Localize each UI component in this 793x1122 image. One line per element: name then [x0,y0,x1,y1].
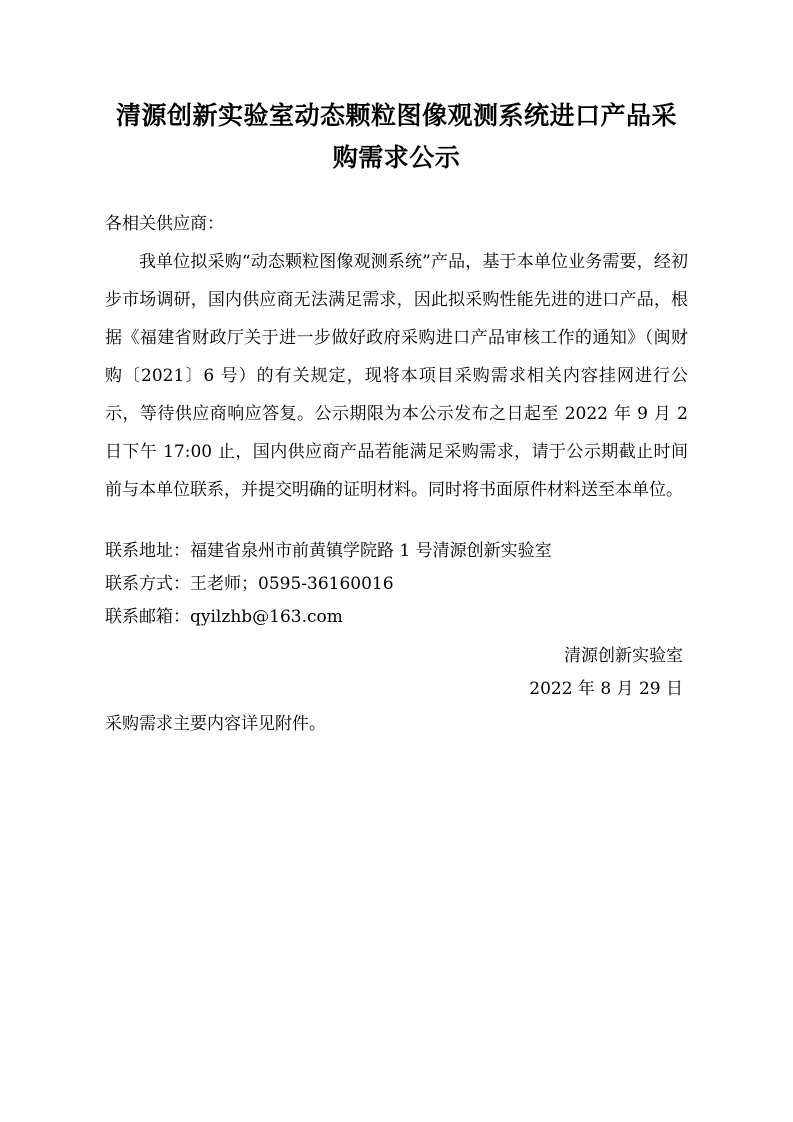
signature-org: 清源创新实验室 [564,646,683,666]
contact-block [105,535,688,634]
contact-email: 联系邮箱：qyilzhb@163.com [105,607,343,627]
salutation: 各相关供应商： [105,214,224,234]
contact-address: 联系地址：福建省泉州市前黄镇学院路 1 号清源创新实验室 [105,541,552,561]
page-title: 清源创新实验室动态颗粒图像观测系统进口产品采购需求公示 [115,101,677,172]
signature-date: 2022 年 8 月 29 日 [529,679,683,699]
closing-note: 采购需求主要内容详见附件。 [105,714,326,734]
main-paragraph: 我单位拟采购“动态颗粒图像观测系统”产品，基于本单位业务需要，经初步市场调研，国内供应商无法满足需求，因此拟采购性能先进的进口产品，根据《福建省财政厅关于进一步做好政府采购进口产品审核工作的通知》（闽财购〔2021〕6 号）的有关规定，现将本项目采购需求相关内容挂网进行公示，等待供应商响应答复。公示期限为本公示发布之日起至 2022 年 9 月 2 日下午 17:00 止，国内供应商产品若能满足采购需求，请于公示期截止时间前与本单位联系，并提交明确的证明材料。同时将书面原件材料送至本单位。 [105,252,688,500]
document-body [0,205,793,741]
signature-block [105,640,688,706]
contact-phone: 联系方式：王老师；0595-36160016 [105,574,394,594]
